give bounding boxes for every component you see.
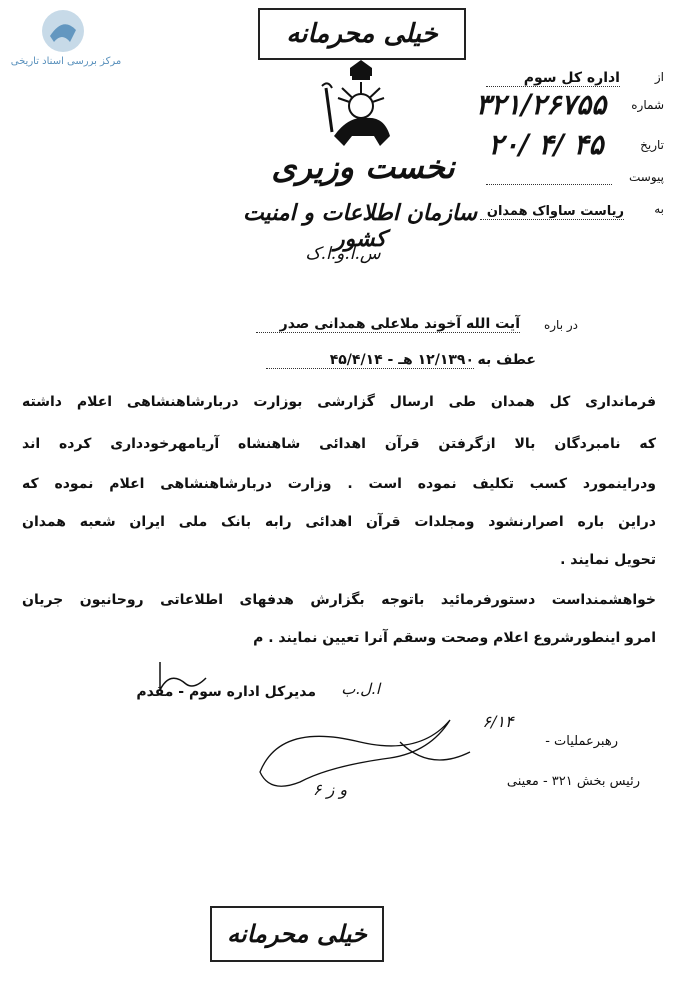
organization-code: س.ا.و.ا.ک: [305, 244, 381, 264]
body-line: امرو اینطورشروع اعلام وصحت وسقم آنرا تعیین نمایند . م: [253, 630, 656, 646]
top-classification-stamp: خیلی محرمانه: [258, 8, 466, 60]
attachment-label: پیوست: [629, 170, 664, 184]
to-value: ریاست ساواک همدان: [480, 204, 624, 220]
director-line: مدیرکل اداره سوم - مقدم: [136, 684, 316, 700]
body-line: تحویل نمایند .: [560, 552, 656, 568]
number-label: شماره: [631, 98, 664, 112]
to-label: به: [654, 202, 664, 216]
body-line: خواهشمنداست دستورفرمائید باتوجه بگزارش هدفهای اطلاعاتی روحانیون جریان: [22, 592, 656, 608]
attachment-line: [486, 184, 612, 185]
from-label: از: [654, 70, 664, 84]
reference-value: ۱۲/۱۳۹۰ هـ - ۴۵/۴/۱۴: [266, 352, 474, 369]
watermark-text: مرکز بررسی اسناد تاریخی: [10, 56, 122, 67]
reference-label: عطف به: [477, 352, 536, 368]
subject-label: در باره: [543, 318, 578, 332]
body-line: ودراینمورد کسب تکلیف نموده است . وزارت دربارشاهنشاهی اعلام نموده که: [22, 476, 656, 492]
operations-signature-scribble-icon: [240, 712, 480, 796]
initial-note: و ز ۶: [312, 780, 348, 799]
date-label: تاریخ: [640, 138, 664, 152]
director-note: ا.ل.ب: [341, 680, 380, 698]
body-line: دراین باره اصرارنشود ومجلدات قرآن اهدائی رابه بانک ملی ایران شعبه همدان: [22, 514, 656, 530]
body-line: که نامبردگان بالا ازگرفتن قرآن اهدائی شاهنشاه آریامهرخودداری کرده اند: [22, 436, 656, 452]
ministry-title: نخست وزیری: [271, 148, 455, 186]
from-value: اداره کل سوم: [486, 70, 620, 87]
subject-value: آیت الله آخوند ملاعلی همدانی صدر: [256, 316, 520, 333]
operations-line: رهبرعملیات -: [545, 734, 618, 749]
operations-date: ۶/۱۴: [482, 712, 514, 731]
body-line: فرمانداری کل همدان طی ارسال گزارشی بوزارت دربارشاهنشاهی اعلام داشته: [22, 394, 656, 410]
watermark-logo-icon: [40, 8, 86, 54]
number-value: ۳۲۱/۲۶۷۵۵: [475, 88, 607, 121]
bottom-classification-stamp: خیلی محرمانه: [210, 906, 384, 962]
section-head-line: رئیس بخش ۳۲۱ - معینی: [506, 774, 640, 789]
organization-name: سازمان اطلاعات و امنیت کشور: [242, 200, 478, 252]
lion-and-sun-emblem-icon: [318, 58, 404, 152]
date-value: ۲۰/ ۴/ ۴۵: [488, 128, 604, 161]
